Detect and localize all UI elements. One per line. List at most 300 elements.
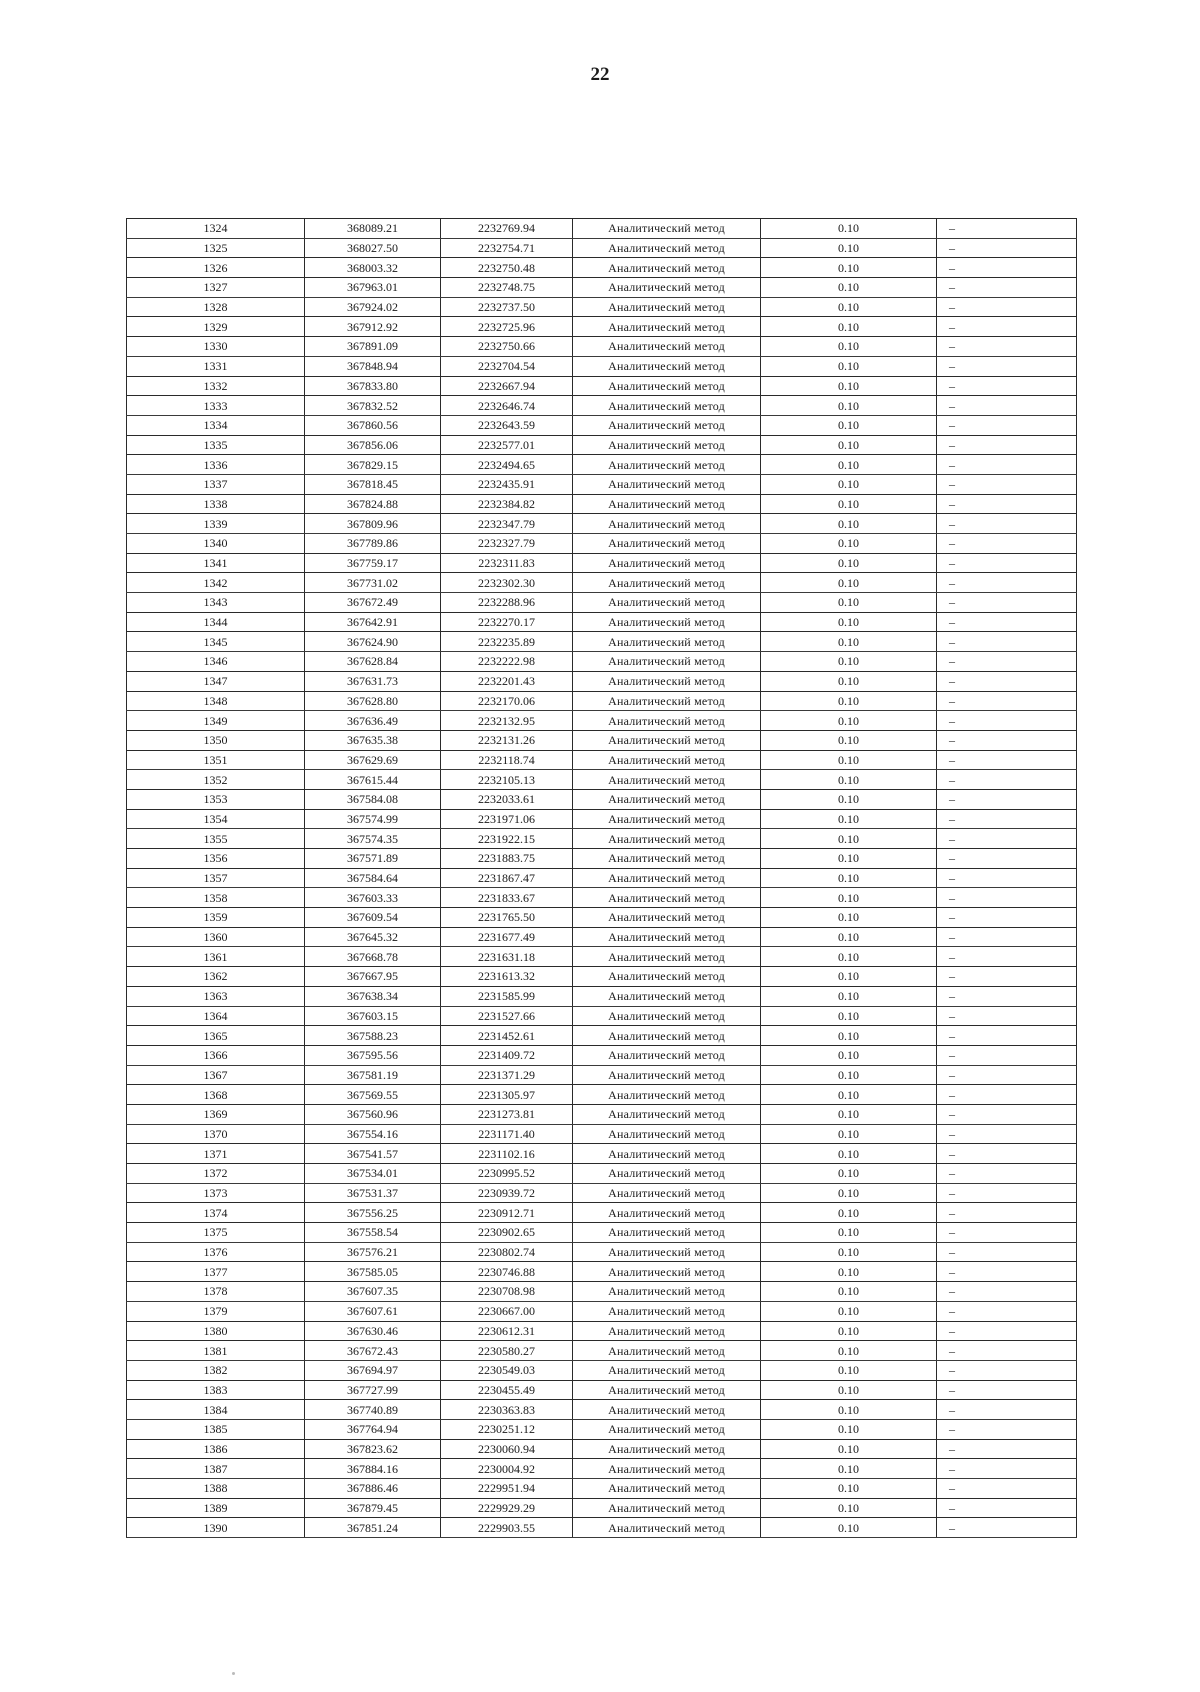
description-cell: – xyxy=(937,1085,1077,1105)
y-coordinate-cell: 2232737.50 xyxy=(441,297,573,317)
y-coordinate-cell: 2232170.06 xyxy=(441,691,573,711)
x-coordinate-cell: 367727.99 xyxy=(305,1380,441,1400)
accuracy-cell: 0.10 xyxy=(761,337,937,357)
method-cell: Аналитический метод xyxy=(573,770,761,790)
table-row xyxy=(127,1518,1077,1538)
method-cell: Аналитический метод xyxy=(573,652,761,672)
y-coordinate-cell: 2230939.72 xyxy=(441,1183,573,1203)
description-cell: – xyxy=(937,612,1077,632)
table-row xyxy=(127,396,1077,416)
accuracy-cell: 0.10 xyxy=(761,396,937,416)
description-cell: – xyxy=(937,1341,1077,1361)
accuracy-cell: 0.10 xyxy=(761,1144,937,1164)
x-coordinate-cell: 367603.33 xyxy=(305,888,441,908)
x-coordinate-cell: 367818.45 xyxy=(305,474,441,494)
point-number-cell: 1326 xyxy=(127,258,305,278)
point-number-cell: 1370 xyxy=(127,1124,305,1144)
method-cell: Аналитический метод xyxy=(573,1164,761,1184)
description-cell: – xyxy=(937,967,1077,987)
description-cell: – xyxy=(937,297,1077,317)
table-row xyxy=(127,1026,1077,1046)
description-cell: – xyxy=(937,356,1077,376)
y-coordinate-cell: 2230902.65 xyxy=(441,1223,573,1243)
point-number-cell: 1339 xyxy=(127,514,305,534)
point-number-cell: 1338 xyxy=(127,494,305,514)
x-coordinate-cell: 367667.95 xyxy=(305,967,441,987)
table-row xyxy=(127,632,1077,652)
table-row xyxy=(127,868,1077,888)
y-coordinate-cell: 2232769.94 xyxy=(441,219,573,239)
description-cell: – xyxy=(937,337,1077,357)
accuracy-cell: 0.10 xyxy=(761,612,937,632)
y-coordinate-cell: 2232704.54 xyxy=(441,356,573,376)
y-coordinate-cell: 2230060.94 xyxy=(441,1439,573,1459)
y-coordinate-cell: 2230912.71 xyxy=(441,1203,573,1223)
description-cell: – xyxy=(937,1223,1077,1243)
x-coordinate-cell: 367584.64 xyxy=(305,868,441,888)
x-coordinate-cell: 367924.02 xyxy=(305,297,441,317)
method-cell: Аналитический метод xyxy=(573,1183,761,1203)
description-cell: – xyxy=(937,809,1077,829)
method-cell: Аналитический метод xyxy=(573,632,761,652)
method-cell: Аналитический метод xyxy=(573,219,761,239)
accuracy-cell: 0.10 xyxy=(761,1439,937,1459)
description-cell: – xyxy=(937,730,1077,750)
description-cell: – xyxy=(937,829,1077,849)
description-cell: – xyxy=(937,1380,1077,1400)
y-coordinate-cell: 2230363.83 xyxy=(441,1400,573,1420)
description-cell: – xyxy=(937,1419,1077,1439)
table-row xyxy=(127,1321,1077,1341)
point-number-cell: 1388 xyxy=(127,1479,305,1499)
x-coordinate-cell: 367595.56 xyxy=(305,1045,441,1065)
description-cell: – xyxy=(937,396,1077,416)
y-coordinate-cell: 2231409.72 xyxy=(441,1045,573,1065)
point-number-cell: 1363 xyxy=(127,986,305,1006)
x-coordinate-cell: 367832.52 xyxy=(305,396,441,416)
accuracy-cell: 0.10 xyxy=(761,908,937,928)
y-coordinate-cell: 2231883.75 xyxy=(441,849,573,869)
accuracy-cell: 0.10 xyxy=(761,1459,937,1479)
point-number-cell: 1361 xyxy=(127,947,305,967)
method-cell: Аналитический метод xyxy=(573,514,761,534)
method-cell: Аналитический метод xyxy=(573,494,761,514)
accuracy-cell: 0.10 xyxy=(761,947,937,967)
y-coordinate-cell: 2231867.47 xyxy=(441,868,573,888)
y-coordinate-cell: 2232384.82 xyxy=(441,494,573,514)
accuracy-cell: 0.10 xyxy=(761,1242,937,1262)
method-cell: Аналитический метод xyxy=(573,829,761,849)
table-row xyxy=(127,691,1077,711)
description-cell: – xyxy=(937,435,1077,455)
point-number-cell: 1348 xyxy=(127,691,305,711)
accuracy-cell: 0.10 xyxy=(761,809,937,829)
accuracy-cell: 0.10 xyxy=(761,1104,937,1124)
accuracy-cell: 0.10 xyxy=(761,553,937,573)
method-cell: Аналитический метод xyxy=(573,1124,761,1144)
description-cell: – xyxy=(937,593,1077,613)
method-cell: Аналитический метод xyxy=(573,593,761,613)
y-coordinate-cell: 2232288.96 xyxy=(441,593,573,613)
table-row xyxy=(127,593,1077,613)
point-number-cell: 1336 xyxy=(127,455,305,475)
point-number-cell: 1390 xyxy=(127,1518,305,1538)
accuracy-cell: 0.10 xyxy=(761,474,937,494)
method-cell: Аналитический метод xyxy=(573,1419,761,1439)
point-number-cell: 1324 xyxy=(127,219,305,239)
description-cell: – xyxy=(937,278,1077,298)
y-coordinate-cell: 2230251.12 xyxy=(441,1419,573,1439)
point-number-cell: 1358 xyxy=(127,888,305,908)
description-cell: – xyxy=(937,1026,1077,1046)
table-row xyxy=(127,1380,1077,1400)
method-cell: Аналитический метод xyxy=(573,1085,761,1105)
method-cell: Аналитический метод xyxy=(573,278,761,298)
table-row xyxy=(127,415,1077,435)
table-row xyxy=(127,1341,1077,1361)
method-cell: Аналитический метод xyxy=(573,730,761,750)
method-cell: Аналитический метод xyxy=(573,671,761,691)
description-cell: – xyxy=(937,1242,1077,1262)
x-coordinate-cell: 367588.23 xyxy=(305,1026,441,1046)
y-coordinate-cell: 2230667.00 xyxy=(441,1301,573,1321)
point-number-cell: 1382 xyxy=(127,1360,305,1380)
accuracy-cell: 0.10 xyxy=(761,455,937,475)
x-coordinate-cell: 367576.21 xyxy=(305,1242,441,1262)
table-row xyxy=(127,711,1077,731)
description-cell: – xyxy=(937,789,1077,809)
table-row xyxy=(127,1085,1077,1105)
x-coordinate-cell: 367607.35 xyxy=(305,1282,441,1302)
point-number-cell: 1372 xyxy=(127,1164,305,1184)
y-coordinate-cell: 2232754.71 xyxy=(441,238,573,258)
table-row xyxy=(127,750,1077,770)
y-coordinate-cell: 2230580.27 xyxy=(441,1341,573,1361)
x-coordinate-cell: 367912.92 xyxy=(305,317,441,337)
accuracy-cell: 0.10 xyxy=(761,494,937,514)
point-number-cell: 1384 xyxy=(127,1400,305,1420)
table-row xyxy=(127,455,1077,475)
point-number-cell: 1380 xyxy=(127,1321,305,1341)
accuracy-cell: 0.10 xyxy=(761,1223,937,1243)
table-row xyxy=(127,238,1077,258)
method-cell: Аналитический метод xyxy=(573,809,761,829)
y-coordinate-cell: 2231613.32 xyxy=(441,967,573,987)
point-number-cell: 1373 xyxy=(127,1183,305,1203)
accuracy-cell: 0.10 xyxy=(761,1124,937,1144)
method-cell: Аналитический метод xyxy=(573,1341,761,1361)
table-row xyxy=(127,474,1077,494)
accuracy-cell: 0.10 xyxy=(761,652,937,672)
method-cell: Аналитический метод xyxy=(573,947,761,967)
table-row xyxy=(127,1498,1077,1518)
method-cell: Аналитический метод xyxy=(573,238,761,258)
description-cell: – xyxy=(937,1104,1077,1124)
accuracy-cell: 0.10 xyxy=(761,1419,937,1439)
table-row xyxy=(127,1242,1077,1262)
scan-artifact-dot xyxy=(232,1672,235,1675)
table-row xyxy=(127,1301,1077,1321)
x-coordinate-cell: 367638.34 xyxy=(305,986,441,1006)
method-cell: Аналитический метод xyxy=(573,317,761,337)
y-coordinate-cell: 2232494.65 xyxy=(441,455,573,475)
description-cell: – xyxy=(937,1164,1077,1184)
point-number-cell: 1378 xyxy=(127,1282,305,1302)
table-row xyxy=(127,297,1077,317)
x-coordinate-cell: 367558.54 xyxy=(305,1223,441,1243)
x-coordinate-cell: 367829.15 xyxy=(305,455,441,475)
x-coordinate-cell: 367534.01 xyxy=(305,1164,441,1184)
point-number-cell: 1366 xyxy=(127,1045,305,1065)
y-coordinate-cell: 2230995.52 xyxy=(441,1164,573,1184)
accuracy-cell: 0.10 xyxy=(761,278,937,298)
description-cell: – xyxy=(937,1124,1077,1144)
method-cell: Аналитический метод xyxy=(573,1360,761,1380)
accuracy-cell: 0.10 xyxy=(761,435,937,455)
x-coordinate-cell: 368089.21 xyxy=(305,219,441,239)
method-cell: Аналитический метод xyxy=(573,1144,761,1164)
x-coordinate-cell: 367824.88 xyxy=(305,494,441,514)
table-row xyxy=(127,435,1077,455)
table-row xyxy=(127,1065,1077,1085)
table-row xyxy=(127,494,1077,514)
description-cell: – xyxy=(937,671,1077,691)
accuracy-cell: 0.10 xyxy=(761,849,937,869)
x-coordinate-cell: 367584.08 xyxy=(305,789,441,809)
description-cell: – xyxy=(937,947,1077,967)
accuracy-cell: 0.10 xyxy=(761,593,937,613)
method-cell: Аналитический метод xyxy=(573,868,761,888)
method-cell: Аналитический метод xyxy=(573,967,761,987)
accuracy-cell: 0.10 xyxy=(761,238,937,258)
x-coordinate-cell: 367629.69 xyxy=(305,750,441,770)
table-row xyxy=(127,514,1077,534)
x-coordinate-cell: 368003.32 xyxy=(305,258,441,278)
table-row xyxy=(127,1459,1077,1479)
description-cell: – xyxy=(937,1262,1077,1282)
method-cell: Аналитический метод xyxy=(573,750,761,770)
description-cell: – xyxy=(937,652,1077,672)
table-row xyxy=(127,1144,1077,1164)
method-cell: Аналитический метод xyxy=(573,986,761,1006)
y-coordinate-cell: 2231171.40 xyxy=(441,1124,573,1144)
table-row xyxy=(127,553,1077,573)
y-coordinate-cell: 2230004.92 xyxy=(441,1459,573,1479)
table-row xyxy=(127,652,1077,672)
method-cell: Аналитический метод xyxy=(573,1026,761,1046)
x-coordinate-cell: 367809.96 xyxy=(305,514,441,534)
x-coordinate-cell: 367609.54 xyxy=(305,908,441,928)
x-coordinate-cell: 367963.01 xyxy=(305,278,441,298)
x-coordinate-cell: 367630.46 xyxy=(305,1321,441,1341)
method-cell: Аналитический метод xyxy=(573,789,761,809)
point-number-cell: 1369 xyxy=(127,1104,305,1124)
description-cell: – xyxy=(937,415,1077,435)
y-coordinate-cell: 2232311.83 xyxy=(441,553,573,573)
description-cell: – xyxy=(937,317,1077,337)
x-coordinate-cell: 367571.89 xyxy=(305,849,441,869)
x-coordinate-cell: 367789.86 xyxy=(305,534,441,554)
method-cell: Аналитический метод xyxy=(573,415,761,435)
table-row xyxy=(127,829,1077,849)
description-cell: – xyxy=(937,553,1077,573)
accuracy-cell: 0.10 xyxy=(761,1301,937,1321)
method-cell: Аналитический метод xyxy=(573,711,761,731)
y-coordinate-cell: 2232132.95 xyxy=(441,711,573,731)
accuracy-cell: 0.10 xyxy=(761,534,937,554)
accuracy-cell: 0.10 xyxy=(761,671,937,691)
table-row xyxy=(127,356,1077,376)
table-row xyxy=(127,1282,1077,1302)
method-cell: Аналитический метод xyxy=(573,849,761,869)
table-row xyxy=(127,612,1077,632)
y-coordinate-cell: 2230549.03 xyxy=(441,1360,573,1380)
x-coordinate-cell: 367886.46 xyxy=(305,1479,441,1499)
accuracy-cell: 0.10 xyxy=(761,888,937,908)
accuracy-cell: 0.10 xyxy=(761,1065,937,1085)
description-cell: – xyxy=(937,1321,1077,1341)
x-coordinate-cell: 367860.56 xyxy=(305,415,441,435)
y-coordinate-cell: 2230802.74 xyxy=(441,1242,573,1262)
accuracy-cell: 0.10 xyxy=(761,1026,937,1046)
accuracy-cell: 0.10 xyxy=(761,632,937,652)
x-coordinate-cell: 367731.02 xyxy=(305,573,441,593)
x-coordinate-cell: 367574.99 xyxy=(305,809,441,829)
point-number-cell: 1389 xyxy=(127,1498,305,1518)
accuracy-cell: 0.10 xyxy=(761,317,937,337)
y-coordinate-cell: 2231585.99 xyxy=(441,986,573,1006)
accuracy-cell: 0.10 xyxy=(761,711,937,731)
description-cell: – xyxy=(937,1006,1077,1026)
method-cell: Аналитический метод xyxy=(573,1498,761,1518)
point-number-cell: 1365 xyxy=(127,1026,305,1046)
method-cell: Аналитический метод xyxy=(573,474,761,494)
method-cell: Аналитический метод xyxy=(573,553,761,573)
accuracy-cell: 0.10 xyxy=(761,356,937,376)
accuracy-cell: 0.10 xyxy=(761,514,937,534)
method-cell: Аналитический метод xyxy=(573,927,761,947)
description-cell: – xyxy=(937,868,1077,888)
y-coordinate-cell: 2232327.79 xyxy=(441,534,573,554)
method-cell: Аналитический метод xyxy=(573,1282,761,1302)
point-number-cell: 1347 xyxy=(127,671,305,691)
y-coordinate-cell: 2231305.97 xyxy=(441,1085,573,1105)
y-coordinate-cell: 2232725.96 xyxy=(441,317,573,337)
table-row xyxy=(127,1419,1077,1439)
point-number-cell: 1359 xyxy=(127,908,305,928)
x-coordinate-cell: 367694.97 xyxy=(305,1360,441,1380)
table-row xyxy=(127,534,1077,554)
x-coordinate-cell: 367635.38 xyxy=(305,730,441,750)
point-number-cell: 1332 xyxy=(127,376,305,396)
point-number-cell: 1360 xyxy=(127,927,305,947)
table-row xyxy=(127,1203,1077,1223)
point-number-cell: 1355 xyxy=(127,829,305,849)
description-cell: – xyxy=(937,573,1077,593)
method-cell: Аналитический метод xyxy=(573,1518,761,1538)
method-cell: Аналитический метод xyxy=(573,1301,761,1321)
y-coordinate-cell: 2232748.75 xyxy=(441,278,573,298)
x-coordinate-cell: 367764.94 xyxy=(305,1419,441,1439)
description-cell: – xyxy=(937,534,1077,554)
table-row xyxy=(127,1400,1077,1420)
point-number-cell: 1367 xyxy=(127,1065,305,1085)
accuracy-cell: 0.10 xyxy=(761,1164,937,1184)
accuracy-cell: 0.10 xyxy=(761,1006,937,1026)
table-row xyxy=(127,849,1077,869)
y-coordinate-cell: 2232646.74 xyxy=(441,396,573,416)
table-row xyxy=(127,1223,1077,1243)
table-row xyxy=(127,278,1077,298)
description-cell: – xyxy=(937,750,1077,770)
description-cell: – xyxy=(937,1479,1077,1499)
accuracy-cell: 0.10 xyxy=(761,868,937,888)
method-cell: Аналитический метод xyxy=(573,534,761,554)
point-number-cell: 1343 xyxy=(127,593,305,613)
x-coordinate-cell: 367672.43 xyxy=(305,1341,441,1361)
method-cell: Аналитический метод xyxy=(573,1242,761,1262)
point-number-cell: 1386 xyxy=(127,1439,305,1459)
method-cell: Аналитический метод xyxy=(573,691,761,711)
point-number-cell: 1377 xyxy=(127,1262,305,1282)
y-coordinate-cell: 2231273.81 xyxy=(441,1104,573,1124)
x-coordinate-cell: 367581.19 xyxy=(305,1065,441,1085)
method-cell: Аналитический метод xyxy=(573,1065,761,1085)
x-coordinate-cell: 367642.91 xyxy=(305,612,441,632)
accuracy-cell: 0.10 xyxy=(761,258,937,278)
y-coordinate-cell: 2231527.66 xyxy=(441,1006,573,1026)
y-coordinate-cell: 2230612.31 xyxy=(441,1321,573,1341)
accuracy-cell: 0.10 xyxy=(761,1321,937,1341)
x-coordinate-cell: 368027.50 xyxy=(305,238,441,258)
description-cell: – xyxy=(937,219,1077,239)
x-coordinate-cell: 367636.49 xyxy=(305,711,441,731)
point-number-cell: 1327 xyxy=(127,278,305,298)
point-number-cell: 1357 xyxy=(127,868,305,888)
table-row xyxy=(127,967,1077,987)
table-row xyxy=(127,1006,1077,1026)
description-cell: – xyxy=(937,1045,1077,1065)
x-coordinate-cell: 367823.62 xyxy=(305,1439,441,1459)
point-number-cell: 1374 xyxy=(127,1203,305,1223)
table-row xyxy=(127,809,1077,829)
description-cell: – xyxy=(937,258,1077,278)
point-number-cell: 1352 xyxy=(127,770,305,790)
point-number-cell: 1387 xyxy=(127,1459,305,1479)
table-row xyxy=(127,770,1077,790)
x-coordinate-cell: 367531.37 xyxy=(305,1183,441,1203)
accuracy-cell: 0.10 xyxy=(761,297,937,317)
description-cell: – xyxy=(937,1282,1077,1302)
table-row xyxy=(127,1479,1077,1499)
y-coordinate-cell: 2231371.29 xyxy=(441,1065,573,1085)
x-coordinate-cell: 367833.80 xyxy=(305,376,441,396)
y-coordinate-cell: 2232235.89 xyxy=(441,632,573,652)
description-cell: – xyxy=(937,1183,1077,1203)
table-row xyxy=(127,1104,1077,1124)
table-row xyxy=(127,219,1077,239)
description-cell: – xyxy=(937,770,1077,790)
description-cell: – xyxy=(937,1459,1077,1479)
y-coordinate-cell: 2232033.61 xyxy=(441,789,573,809)
point-number-cell: 1376 xyxy=(127,1242,305,1262)
accuracy-cell: 0.10 xyxy=(761,829,937,849)
accuracy-cell: 0.10 xyxy=(761,1262,937,1282)
table-row xyxy=(127,1439,1077,1459)
table-row xyxy=(127,573,1077,593)
table-row xyxy=(127,671,1077,691)
y-coordinate-cell: 2232118.74 xyxy=(441,750,573,770)
